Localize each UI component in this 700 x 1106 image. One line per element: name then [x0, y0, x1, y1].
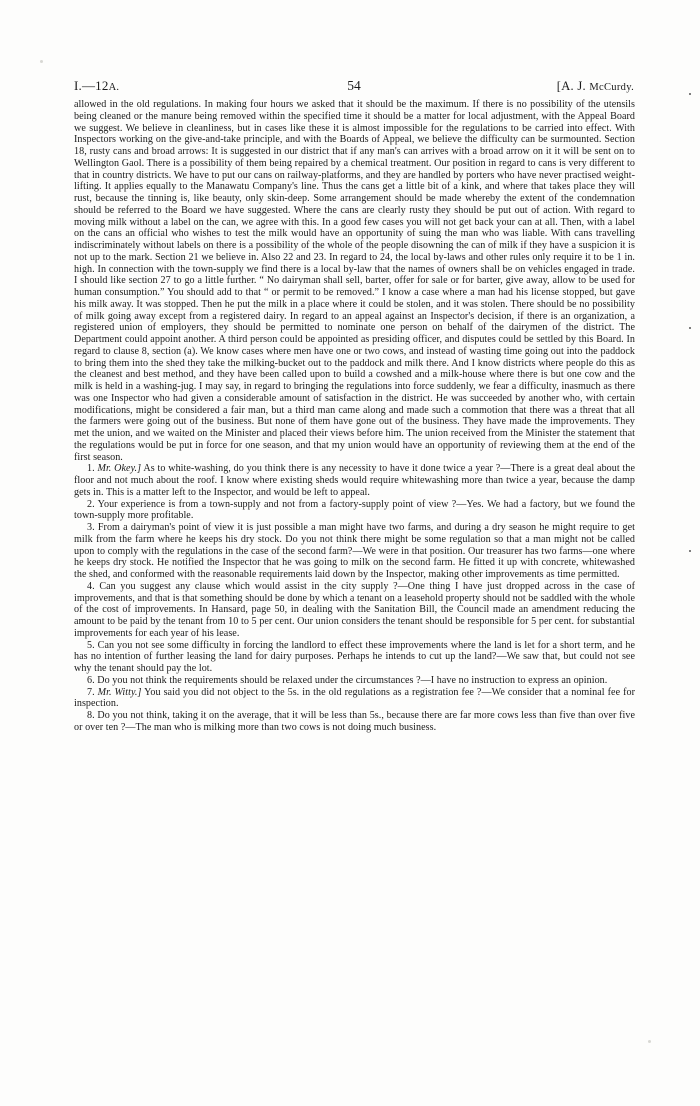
paragraph-text: You said you did not object to the 5s. in the old regulations as a registration fee ?—We consider that a nominal fee for inspection.: [74, 686, 635, 710]
header-witness-name: [557, 79, 634, 94]
paragraph-text: Your experience is from a town-supply and not from a factory-supply point of view ?—Yes. We had a factory, but we found the town-supply more profitable.: [74, 498, 635, 522]
paragraph-q7: [74, 687, 635, 711]
question-number: 5.: [87, 639, 95, 651]
question-number: 6.: [87, 674, 95, 686]
paragraph-q2: [74, 499, 635, 523]
paragraph-q6: [74, 675, 635, 687]
page-speck: [648, 1040, 651, 1043]
paragraph-continued-testimony: [74, 99, 635, 463]
question-number: 3.: [87, 522, 95, 533]
paragraph-text: allowed in the old regulations. In making four hours we asked that it should be the maximum. If there is no possibility of the utensils being cleaned or the manure being removed within the specified time it should be a matter for local adjustment, with the Appeal Board we suggest. We believe in cleanliness, but in cases like these it is almost impossible for the regulations to be carried into effect. With Inspectors working on the give-and-take principle, and with the Boards of Appeal, we believe the difficulty can be surmounted. Section 18, rusty cans and broad arrows: It is suggested in our district that if any man's can arrives with a broad arrow on it it will be sent on to Wellington Gaol. There is a possibility of them being repaired by a chemical treatment. Our position in regard to cans is very different to that in country districts. We have to put our cans on railway-platforms, and they are handled by porters who have never practised weight-lifting. It applies equally to the Manawatu Company's line. Thus the cans get a little bit of a kink, and where that takes place they will rust, because the tinning is, like beauty, only skin-deep. Some arrangement should be made whereby the extent of the condemnation should be referred to the Board we have suggested. Where the cans are clearly rusty they should be put out of action. With regard to moving milk without a label on the can, we agree with this. In a good few cases you will not get back your can at all. Then, with a label on the cans an official who wishes to test the milk would have an opportunity of suing the man who was liable. With cans travelling indiscriminately without labels on there is a possibility of the whole of the people disowning the can of milk if they have a suspicion it is not up to the mark. Section 21 we believe in. Also 22 and 23. In regard to 24, the local by-laws and other rules only require it to be 1 in. high. In connection with the town-supply we find there is a local by-law that the names of owners shall be on vehicles engaged in trade. I should like section 27 to go a little further. “ No dairyman shall sell, barter, offer for sale or for barter, give away, allow to be used for human consumption.” You should add to that “ or permit to be removed.” I know a case where a man had his license stopped, but gave his milk away. It was stopped. Then he put the milk in a place where it could be stolen, and it was stolen. There should be no possibility of milk going away except from a registered dairy. In regard to an appeal against an Inspector's decision, if there is an organization, a registered union of employers, they should be permitted to nominate one person on behalf of the dairymen of the district. The Department could appoint another. A third person could be appointed as presiding officer, and disputes could be settled by this Board. In regard to clause 8, section (a). We know cases where men have one or two cows, and instead of wasting time going out into the paddock to bring them into the shed they take the milking-bucket out to the paddock and milk there. And I know districts where people do this as the cleanest and best method, and they have been called upon to build a cowshed and a milk-house where there is but one cow and the milk is held in a washing-jug. I may say, in regard to bringing the regulations into force suddenly, we fear a difficulty, inasmuch as there was one Inspector who had given a considerable amount of satisfaction in the district. He was succeeded by another who, with certain modifications, might be considered a fair man, but a third man came along and made such a commotion that there was a threat that all the farmers were going out of the business. But none of them have gone out of the business. They have made the improvements. They met the union, and we waited on the Minister and placed their views before him. The union received from the Minister the statement that the regulations would be put in force for one season, and that my union would have an opportunity of reviewing them at the end of the first season.: [74, 99, 635, 463]
question-number: 2.: [87, 498, 95, 510]
body-text-column: [74, 99, 635, 734]
margin-dot: [689, 93, 691, 95]
paragraph-text: Can you suggest any clause which would assist in the city supply ?—One thing I have just dropped across in the case of improvements, and that is that something should be done by which a tenant on a leasehold property should not be saddled with the whole of the cost of improvements. In Hansard, page 50, in dealing with the Sanitation Bill, the Council made an amendment reducing the amount to be paid by the tenant from 10 to 5 per cent. Our union considers the tenant should be responsible for 5 per cent. for substantial improvements for each year of his lease.: [74, 580, 635, 639]
paragraph-text: From a dairyman's point of view it is just possible a man might have two farms, and during a dry season he might require to get milk from the farm where he keeps his dry stock. Do you not think there might be some regulation so that a man might not be called upon to comply with the regulations in the case of the second farm?—We were in that position. Our treasurer has two farms—one where he keeps dry stock. He notified the Inspector that he was going to milk on the second farm. He fitted it up with concrete, whitewashed the shed, and conformed with the reasonable requirements laid down by the Inspector, making other improvements as time permitted.: [74, 522, 636, 580]
paragraph-q1: [74, 463, 635, 498]
margin-dot: [689, 550, 691, 552]
paragraph-text: Do you not think, taking it on the average, that it will be less than 5s., because there are far more cows less than five than over five or over ten ?—The man who is milking more than two cows is not doing much business.: [74, 710, 635, 733]
header-bracket: [A. J.: [556, 79, 590, 93]
header-paper-suffix: A.: [108, 82, 120, 93]
speaker-name: Mr. Okey.]: [97, 463, 142, 475]
paragraph-q8: [74, 710, 635, 734]
margin-dot: [689, 327, 691, 329]
header-name-text: McCurdy.: [589, 82, 634, 93]
question-number: 8.: [87, 710, 95, 721]
question-number: 7.: [87, 686, 95, 698]
question-number: 1.: [87, 463, 95, 475]
paragraph-q3: [74, 522, 635, 581]
question-number: 4.: [87, 580, 95, 592]
paragraph-text: As to white-washing, do you think there is any necessity to have it done twice a year ?—There is a great deal about the floor and not much about the roof. I know where existing sheds would require whitewashing more than twice a year, because the damp gets in. This is a matter left to the Inspector, and would be left to appeal.: [74, 463, 635, 498]
page-header: [74, 78, 634, 94]
paragraph-text: Do you not think the requirements should be relaxed under the circumstances ?—I have no instruction to express an opinion.: [97, 674, 608, 686]
header-paper-number: I.—12: [74, 78, 109, 93]
speaker-name: Mr. Witty.]: [97, 686, 142, 698]
paragraph-q5: [74, 640, 635, 675]
paragraph-q4: [74, 581, 635, 640]
paragraph-text: Can you not see some difficulty in forcing the landlord to effect these improvements where the land is let for a short term, and he has no intention of further leasing the land for dairy purposes. Perhaps he intends to cut up the land?—We saw that, but could not see why the tenant should pay the lot.: [74, 639, 636, 674]
page-speck: [40, 60, 43, 63]
page-number: 54: [347, 78, 361, 93]
